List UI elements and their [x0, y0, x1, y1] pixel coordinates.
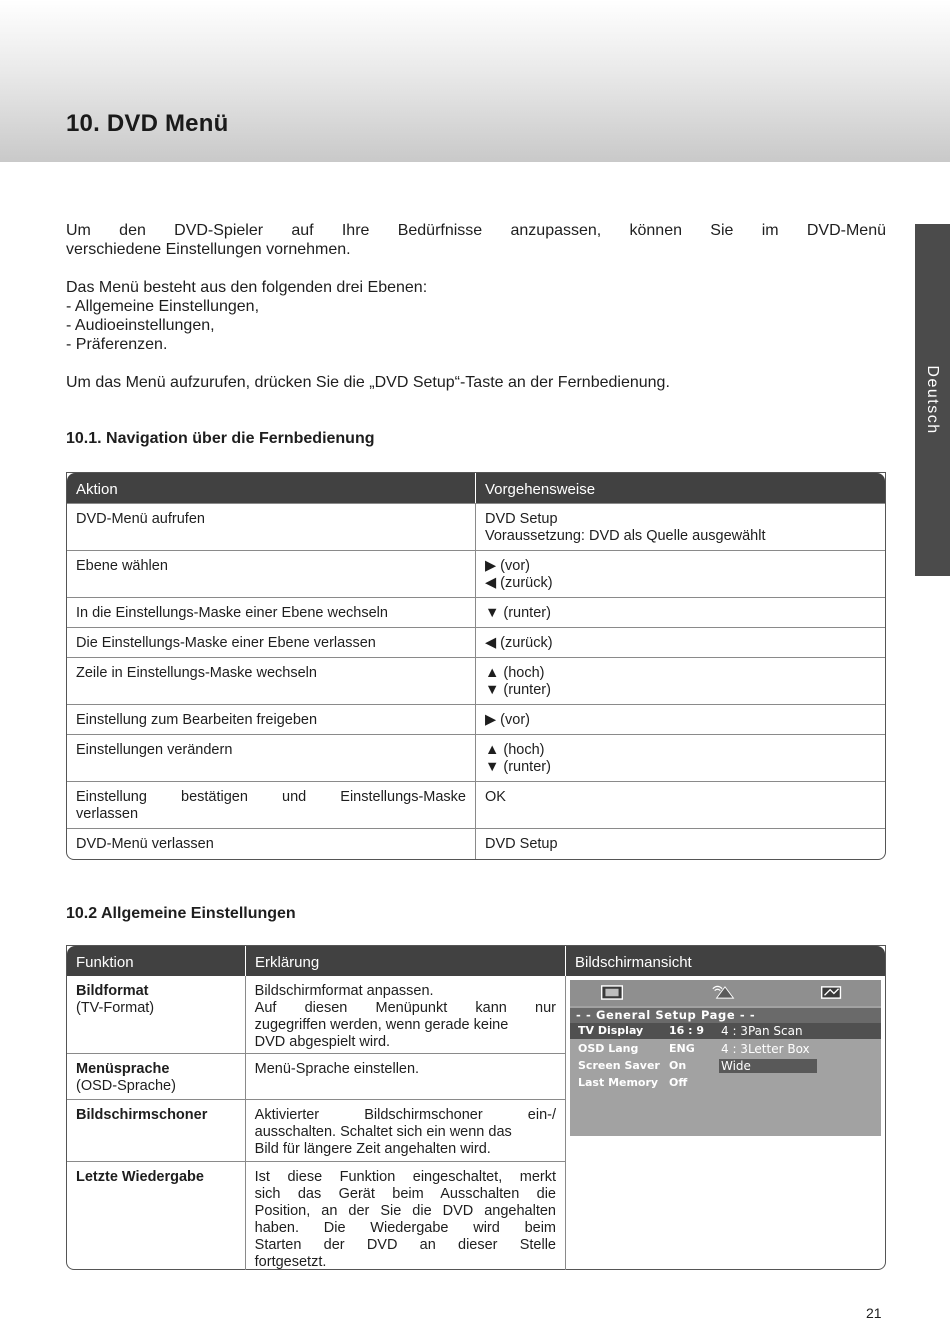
step-text: DVD Setup — [485, 511, 558, 527]
table-row — [67, 976, 565, 1053]
explanation-line: Position, an der Sie die DVD angehalten — [254, 1203, 556, 1219]
action-cell — [67, 782, 476, 828]
table-row — [67, 1161, 565, 1270]
side-tab-label: Deutsch — [924, 365, 941, 435]
osd-row-last-memory — [570, 1075, 881, 1091]
action-cell: In die Einstellungs-Maske einer Ebene wechseln — [67, 598, 476, 627]
procedure-cell: OK — [485, 789, 506, 805]
table-row — [67, 704, 885, 734]
intro-p2-line: - Präferenzen. — [66, 336, 168, 353]
osd-icon-bar — [570, 980, 881, 1006]
explanation-line: Aktivierter Bildschirmschoner ein-/ — [254, 1107, 556, 1123]
osd-row-value: Off — [669, 1076, 688, 1089]
explanation-line: ausschalten. Schaltet sich ein wenn das — [254, 1124, 512, 1140]
table-row — [67, 657, 885, 704]
step-text: ▼ (runter) — [485, 682, 551, 698]
intro-p2-line: - Allgemeine Einstellungen, — [66, 298, 260, 315]
function-cell — [67, 976, 246, 1053]
procedure-cell — [476, 504, 885, 550]
intro-p1-line2: verschiedene Einstellungen vornehmen. — [66, 241, 351, 258]
table-header-row — [67, 946, 885, 976]
osd-row-label: OSD Lang — [578, 1042, 639, 1055]
section-heading-navigation: 10.1. Navigation über die Fernbedienung — [66, 430, 375, 447]
procedure-cell: ▶ (vor) — [485, 712, 530, 728]
table-row — [67, 1099, 565, 1161]
column-header-function: Funktion — [67, 946, 246, 976]
action-cell: Ebene wählen — [67, 551, 476, 597]
column-header-screen-view: Bildschirmansicht — [575, 954, 692, 971]
intro-p2-line: - Audioeinstellungen, — [66, 317, 215, 334]
explanation-line: Starten der DVD an dieser Stelle — [254, 1237, 556, 1253]
osd-option: Wide — [721, 1059, 751, 1073]
osd-row-value: ENG — [669, 1042, 695, 1055]
step-text: Voraussetzung: DVD als Quelle ausgewählt — [485, 528, 766, 544]
intro-paragraph-2 — [66, 278, 886, 354]
function-name: Menüsprache — [76, 1061, 170, 1077]
action-line: verlassen — [76, 806, 139, 822]
procedure-cell: ◀ (zurück) — [485, 635, 553, 651]
function-sub: (OSD-Sprache) — [76, 1078, 176, 1094]
action-cell: DVD-Menü verlassen — [67, 829, 476, 859]
language-side-tab — [915, 224, 950, 576]
osd-row-value: 16 : 9 — [669, 1024, 705, 1037]
explanation-line: Bildschirmformat anpassen. — [254, 983, 434, 999]
step-text: ▶ (vor) — [485, 558, 530, 574]
explanation-line: Ist diese Funktion eingeschaltet, merkt — [254, 1169, 556, 1185]
function-rows — [67, 976, 566, 1270]
osd-row-label: Last Memory — [578, 1076, 659, 1089]
page-header — [0, 0, 950, 162]
explanation-line: haben. Die Wiedergabe wird beim — [254, 1220, 556, 1236]
table-header-row — [67, 473, 885, 503]
intro-paragraph-3: Um das Menü aufzurufen, drücken Sie die „DVD Setup“-Taste an der Fernbedienung. — [66, 374, 670, 391]
explanation-line: sich das Gerät beim Ausschalten die — [254, 1186, 556, 1202]
navigation-table — [66, 472, 886, 860]
osd-row-label: TV Display — [578, 1024, 644, 1037]
action-cell: Die Einstellungs-Maske einer Ebene verlassen — [67, 628, 476, 657]
intro-p1-line1: Um den DVD-Spieler auf Ihre Bedürfnisse anzupassen, können Sie im DVD-Menü — [66, 222, 886, 239]
explanation-cell — [246, 976, 565, 1053]
osd-row-label: Screen Saver — [578, 1059, 660, 1072]
tv-setup-icon — [600, 985, 624, 1000]
step-text: ◀ (zurück) — [485, 575, 553, 591]
procedure-cell — [476, 735, 885, 781]
explanation-line: DVD abgespielt wird. — [254, 1034, 391, 1050]
explanation-cell — [246, 1100, 565, 1161]
function-name: Letzte Wiedergabe — [67, 1162, 246, 1270]
procedure-cell — [476, 551, 885, 597]
action-cell: Einstellungen verändern — [67, 735, 476, 781]
osd-row-tv-display — [570, 1023, 881, 1039]
function-name: Bildformat — [76, 983, 149, 999]
procedure-cell: ▼ (runter) — [485, 605, 551, 621]
intro-paragraph-1 — [66, 221, 886, 259]
table-row — [67, 734, 885, 781]
page-title: 10. DVD Menü — [66, 110, 229, 137]
action-line: Einstellung bestätigen und Einstellungs-Maske — [76, 789, 466, 805]
osd-option: 4 : 3Letter Box — [721, 1042, 810, 1056]
explanation-line: Menü-Sprache einstellen. — [254, 1061, 420, 1077]
explanation-line: fortgesetzt. — [254, 1254, 327, 1270]
table-row — [67, 781, 885, 828]
section-heading-general: 10.2 Allgemeine Einstellungen — [66, 905, 296, 922]
step-text: ▼ (runter) — [485, 759, 551, 775]
table-row — [67, 597, 885, 627]
intro-p2-line: Das Menü besteht aus den folgenden drei Ebenen: — [66, 279, 428, 296]
explanation-cell — [246, 1054, 565, 1099]
osd-page-title: - - General Setup Page - - — [570, 1008, 881, 1023]
function-sub: (TV-Format) — [76, 1000, 155, 1016]
action-cell: DVD-Menü aufrufen — [67, 504, 476, 550]
column-header-action: Aktion — [67, 473, 476, 503]
table-row — [67, 627, 885, 657]
step-text: ▲ (hoch) — [485, 665, 545, 681]
table-row — [67, 550, 885, 597]
audio-setup-icon — [712, 985, 738, 1000]
osd-row-osd-lang — [570, 1041, 881, 1057]
column-header-procedure: Vorgehensweise — [485, 481, 596, 498]
step-text: ▲ (hoch) — [485, 742, 545, 758]
procedure-cell — [476, 658, 885, 704]
explanation-line: zugegriffen werden, wenn gerade keine — [254, 1017, 509, 1033]
osd-screenshot — [570, 980, 881, 1136]
osd-row-value: On — [669, 1059, 687, 1072]
table-row — [67, 828, 885, 859]
procedure-cell: DVD Setup — [485, 836, 558, 852]
explanation-line: Auf diesen Menüpunkt kann nur — [254, 1000, 556, 1016]
preference-setup-icon — [820, 985, 844, 1000]
table-row — [67, 503, 885, 550]
explanation-line: Bild für längere Zeit angehalten wird. — [254, 1141, 491, 1157]
table-row — [67, 1053, 565, 1099]
function-name: Bildschirmschoner — [67, 1100, 246, 1161]
osd-row-screen-saver — [570, 1058, 881, 1074]
explanation-cell — [246, 1162, 565, 1270]
action-cell: Zeile in Einstellungs-Maske wechseln — [67, 658, 476, 704]
osd-option: 4 : 3Pan Scan — [721, 1024, 803, 1038]
page-number: 21 — [866, 1305, 882, 1321]
column-header-explanation: Erklärung — [246, 946, 566, 976]
function-cell — [67, 1054, 246, 1099]
action-cell: Einstellung zum Bearbeiten freigeben — [67, 705, 476, 734]
